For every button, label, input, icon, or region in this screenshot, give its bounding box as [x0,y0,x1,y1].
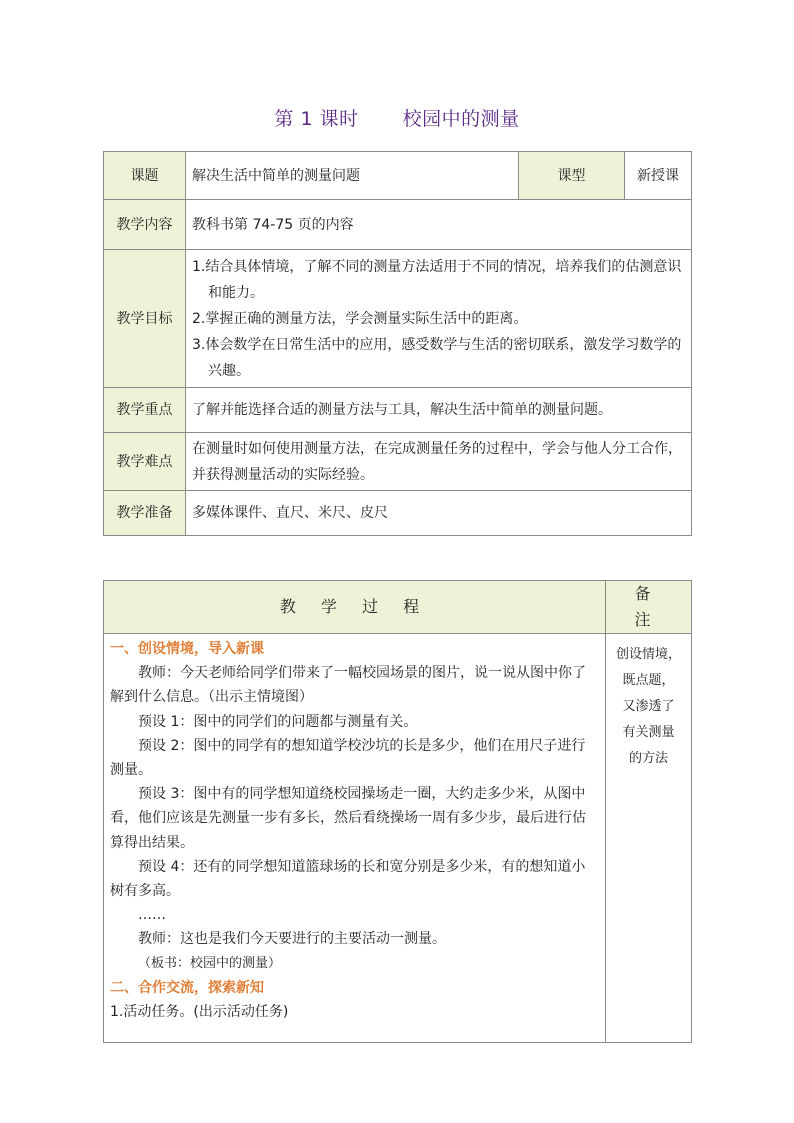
goals-cell [186,250,692,388]
goal-item: 1.结合具体情境，了解不同的测量方法适用于不同的情况，培养我们的估测意识和能力。 [192,258,682,301]
type-value: 新授课 [625,152,692,200]
lesson-info-table [103,151,692,536]
board-note: （板书：校园中的测量） [138,955,282,971]
note-line: 的方法 [628,751,668,766]
section-heading: 一、创设情境，导入新课 [110,641,264,657]
note-line: 创设情境， [615,647,681,662]
content-label: 教学内容 [104,200,186,250]
process-header: 教 学 过 程 [104,581,606,634]
goal-item: 3.体会数学在日常生活中的应用，感受数学与生活的密切联系，激发学习数学的兴趣。 [192,336,682,379]
note-line: 又渗透了 [622,699,675,714]
topic-label: 课题 [104,152,186,200]
paragraph: 1.活动任务。(出示活动任务) [110,1004,289,1021]
goals-list [192,254,685,384]
difficulty-value: 在测量时如何使用测量方法，在完成测量任务的过程中，学会与他人分工合作，并获得测量活动的实际经验。 [186,433,692,491]
goals-label: 教学目标 [104,250,186,388]
goal-item: 2.掌握正确的测量方法，学会测量实际生活中的距离。 [192,310,528,327]
teaching-process-table [103,580,692,1043]
paragraph: 预设 1：图中的同学们的问题都与测量有关。 [138,713,418,730]
paragraph: 预设 2：图中的同学有的想知道学校沙坑的长是多少，他们在用尺子进行测量。 [110,737,586,779]
notes-content [606,634,692,1043]
paragraph: 教师：这也是我们今天要进行的主要活动一测量。 [138,931,446,948]
prep-label: 教学准备 [104,491,186,536]
paragraph: 预设 3：图中有的同学想知道绕校园操场走一圈，大约走多少米，从图中看，他们应该是先测量一步有多长，然后看绕操场一周有多少步，最后进行估算得出结果。 [110,786,586,851]
section-heading: 二、合作交流，探索新知 [110,979,264,996]
paragraph: 预设 4：还有的同学想知道篮球场的长和宽分别是多少米，有的想知道小树有多高。 [110,858,586,900]
key-point-value: 了解并能选择合适的测量方法与工具，解决生活中简单的测量问题。 [186,388,692,433]
page-title [0,104,794,131]
lesson-number: 第 1 课时 [274,108,359,130]
paragraph: 教师：今天老师给同学们带来了一幅校园场景的图片，说一说从图中你了解到什么信息。（出示主情境图） [110,665,586,706]
process-content [104,634,606,1043]
key-point-label: 教学重点 [104,388,186,433]
content-value: 教科书第 74-75 页的内容 [186,200,692,250]
prep-value: 多媒体课件、直尺、米尺、皮尺 [186,491,692,536]
type-label: 课型 [519,152,625,200]
lesson-topic: 校园中的测量 [402,108,520,130]
note-line: 有关测量 [622,725,675,740]
ellipsis: …… [138,907,166,924]
notes-header: 备 注 [606,581,692,634]
topic-value: 解决生活中简单的测量问题 [186,152,519,200]
difficulty-label: 教学难点 [104,433,186,491]
note-line: 既点题， [622,673,675,688]
